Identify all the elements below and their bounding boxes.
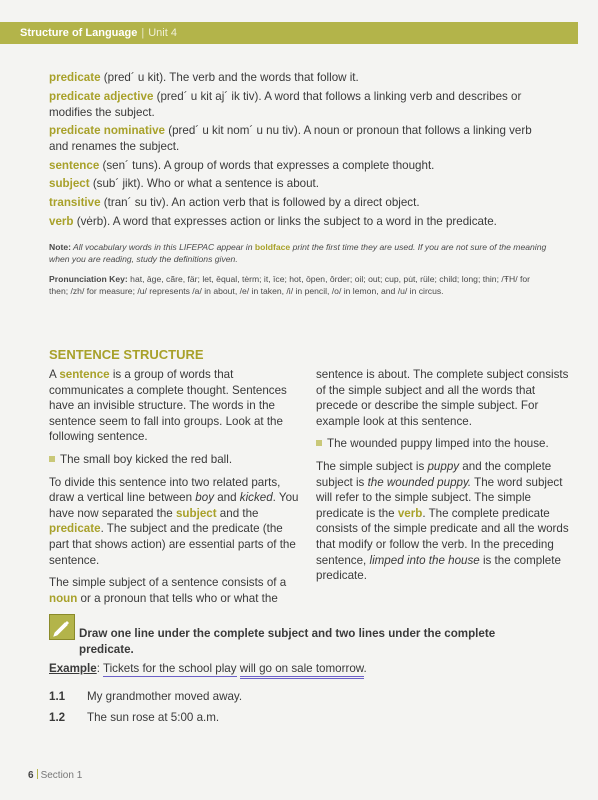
text: and bbox=[214, 491, 240, 505]
glossary-definition: (sen´ tuns). A group of words that expresses a complete thought. bbox=[99, 158, 435, 172]
text: is a group of words that communicates a complete thought. Sentences have an invisible structure. The words in the sentence seem to fall into groups. Look at the following sentence. bbox=[49, 368, 287, 444]
section-title: SENTENCE STRUCTURE bbox=[49, 347, 204, 362]
text: The simple subject of a sentence consists of a bbox=[49, 576, 287, 590]
glossary-entry bbox=[49, 123, 549, 155]
right-paragraph-2 bbox=[316, 459, 570, 584]
example-text: The small boy kicked the red ball. bbox=[60, 452, 233, 466]
text: : bbox=[96, 662, 103, 675]
note-text-1: All vocabulary words in this LIFEPAC appear in bbox=[70, 241, 255, 252]
glossary-term: verb bbox=[49, 214, 74, 228]
note-label: Note: bbox=[49, 241, 71, 252]
example-predicate: will go on sale tomorrow bbox=[240, 662, 364, 679]
glossary-term: subject bbox=[49, 177, 90, 191]
bullet-icon bbox=[316, 440, 322, 446]
term-subject: subject bbox=[175, 506, 217, 520]
glossary-definition: (pred´ u kit aj´ ik tiv). A word that follows a linking verb and describes or modifies the subject. bbox=[49, 89, 522, 119]
text: A bbox=[49, 368, 60, 381]
italic-word: boy bbox=[195, 491, 214, 505]
footer-section: Section 1 bbox=[40, 770, 83, 781]
glossary-entry bbox=[49, 214, 549, 230]
text: is the complete predicate. bbox=[316, 553, 561, 583]
item-sentence: My grandmother moved away. bbox=[87, 690, 243, 703]
glossary-block bbox=[49, 70, 549, 297]
text: . You have now separated the bbox=[49, 491, 299, 520]
header-separator: | bbox=[141, 27, 145, 39]
activity-example bbox=[49, 662, 367, 675]
item-number: 1.1 bbox=[49, 690, 66, 703]
term-noun: noun bbox=[49, 591, 78, 605]
text: and the complete subject is bbox=[316, 459, 552, 489]
page-number: 6 bbox=[28, 770, 34, 781]
term-verb: verb bbox=[397, 506, 423, 520]
glossary-definition: (pred´ u kit nom´ u nu tiv). A noun or pronoun that follows a linking verb and renames the subject. bbox=[49, 124, 532, 154]
item-sentence: The sun rose at 5:00 a.m. bbox=[87, 711, 220, 724]
example-end: . bbox=[363, 662, 367, 675]
note-boldface-word: boldface bbox=[254, 241, 291, 252]
pencil-icon bbox=[49, 614, 75, 640]
item-number: 1.2 bbox=[49, 711, 66, 724]
header-title: Structure of Language bbox=[20, 27, 138, 39]
italic-phrase: limped into the house bbox=[369, 553, 480, 567]
example-label: Example bbox=[49, 662, 97, 675]
glossary-term: sentence bbox=[49, 158, 100, 172]
glossary-entry bbox=[49, 70, 549, 86]
glossary-term: predicate bbox=[49, 71, 101, 84]
header-unit: Unit 4 bbox=[148, 27, 177, 39]
footer-divider bbox=[37, 769, 38, 779]
italic-word: the wounded puppy. bbox=[367, 475, 472, 489]
term-predicate: predicate bbox=[49, 522, 101, 536]
text: The simple subject is bbox=[316, 459, 428, 473]
text: . The subject and the predicate (the part that shows action) are essential parts of the sentence. bbox=[49, 522, 296, 567]
text: and the bbox=[216, 506, 259, 520]
text: The word subject will refer to the simple subject. The simple predicate is the bbox=[316, 475, 563, 520]
example-subject: Tickets for the school play bbox=[102, 662, 237, 675]
text: or a pronoun that tells who or what the bbox=[77, 591, 278, 605]
vocabulary-note bbox=[49, 241, 549, 265]
glossary-entry bbox=[49, 195, 549, 211]
activity-instruction: Draw one line under the complete subject and two lines under the complete predicate. bbox=[79, 627, 496, 656]
left-column bbox=[49, 367, 299, 613]
example-text: The wounded puppy limped into the house. bbox=[327, 437, 549, 451]
glossary-term: predicate nominative bbox=[49, 124, 165, 138]
italic-word: kicked bbox=[239, 491, 273, 505]
pronunciation-key bbox=[49, 273, 549, 297]
glossary-definition: (sub´ jikt). Who or what a sentence is about. bbox=[89, 177, 319, 191]
glossary-definition: (tran´ su tiv). An action verb that is followed by a direct object. bbox=[100, 195, 420, 209]
exercise-item bbox=[49, 690, 242, 703]
term-sentence: sentence bbox=[59, 368, 110, 381]
text: To divide this sentence into two related parts, draw a vertical line between bbox=[49, 475, 281, 505]
glossary-term: predicate adjective bbox=[49, 89, 154, 103]
left-paragraph-2 bbox=[49, 475, 299, 569]
glossary-definition: (vėrb). A word that expresses action or links the subject to a word in the predicate. bbox=[73, 214, 497, 228]
glossary-entry bbox=[49, 176, 549, 192]
example-sentence-2 bbox=[316, 436, 570, 452]
note-text-2: print the first time they are used. If you are not sure of the meaning when you are reading, study the definitions given. bbox=[49, 241, 547, 264]
pronunciation-label: Pronunciation Key: bbox=[49, 273, 128, 284]
glossary-definition: (pred´ u kit). The verb and the words that follow it. bbox=[100, 71, 359, 84]
text: . The complete predicate consists of the simple predicate and all the words that modify or follow the verb. In the preceding sentence, bbox=[316, 506, 569, 567]
unit-header-bar bbox=[0, 22, 578, 44]
left-paragraph-1 bbox=[49, 367, 299, 445]
glossary-entry bbox=[49, 89, 549, 121]
italic-word: puppy bbox=[427, 459, 460, 473]
right-column bbox=[316, 367, 570, 591]
left-paragraph-3 bbox=[49, 575, 299, 606]
bullet-icon bbox=[49, 456, 55, 462]
page-footer bbox=[28, 769, 82, 781]
example-sentence-1 bbox=[49, 452, 299, 468]
exercise-item bbox=[49, 711, 219, 724]
pronunciation-text: hat, āge, cãre, fär; let, ēqual, tėrm; it, īce; hot, ōpen, ôrder; oil; out; cup, pu̇t, rüle; child; long; thin; /ŦH/ for then; /zh/ for measure; /u/ represents /a/ in about, /e/ in taken, /i/ in pencil, /o/ in lemon, and /u/ in circus. bbox=[49, 273, 530, 296]
right-paragraph-1: sentence is about. The complete subject consists of the simple subject and all the words that precede or describe the simple subject. For example look at this sentence. bbox=[316, 368, 569, 428]
glossary-term: transitive bbox=[49, 195, 101, 209]
glossary-entry bbox=[49, 158, 549, 174]
